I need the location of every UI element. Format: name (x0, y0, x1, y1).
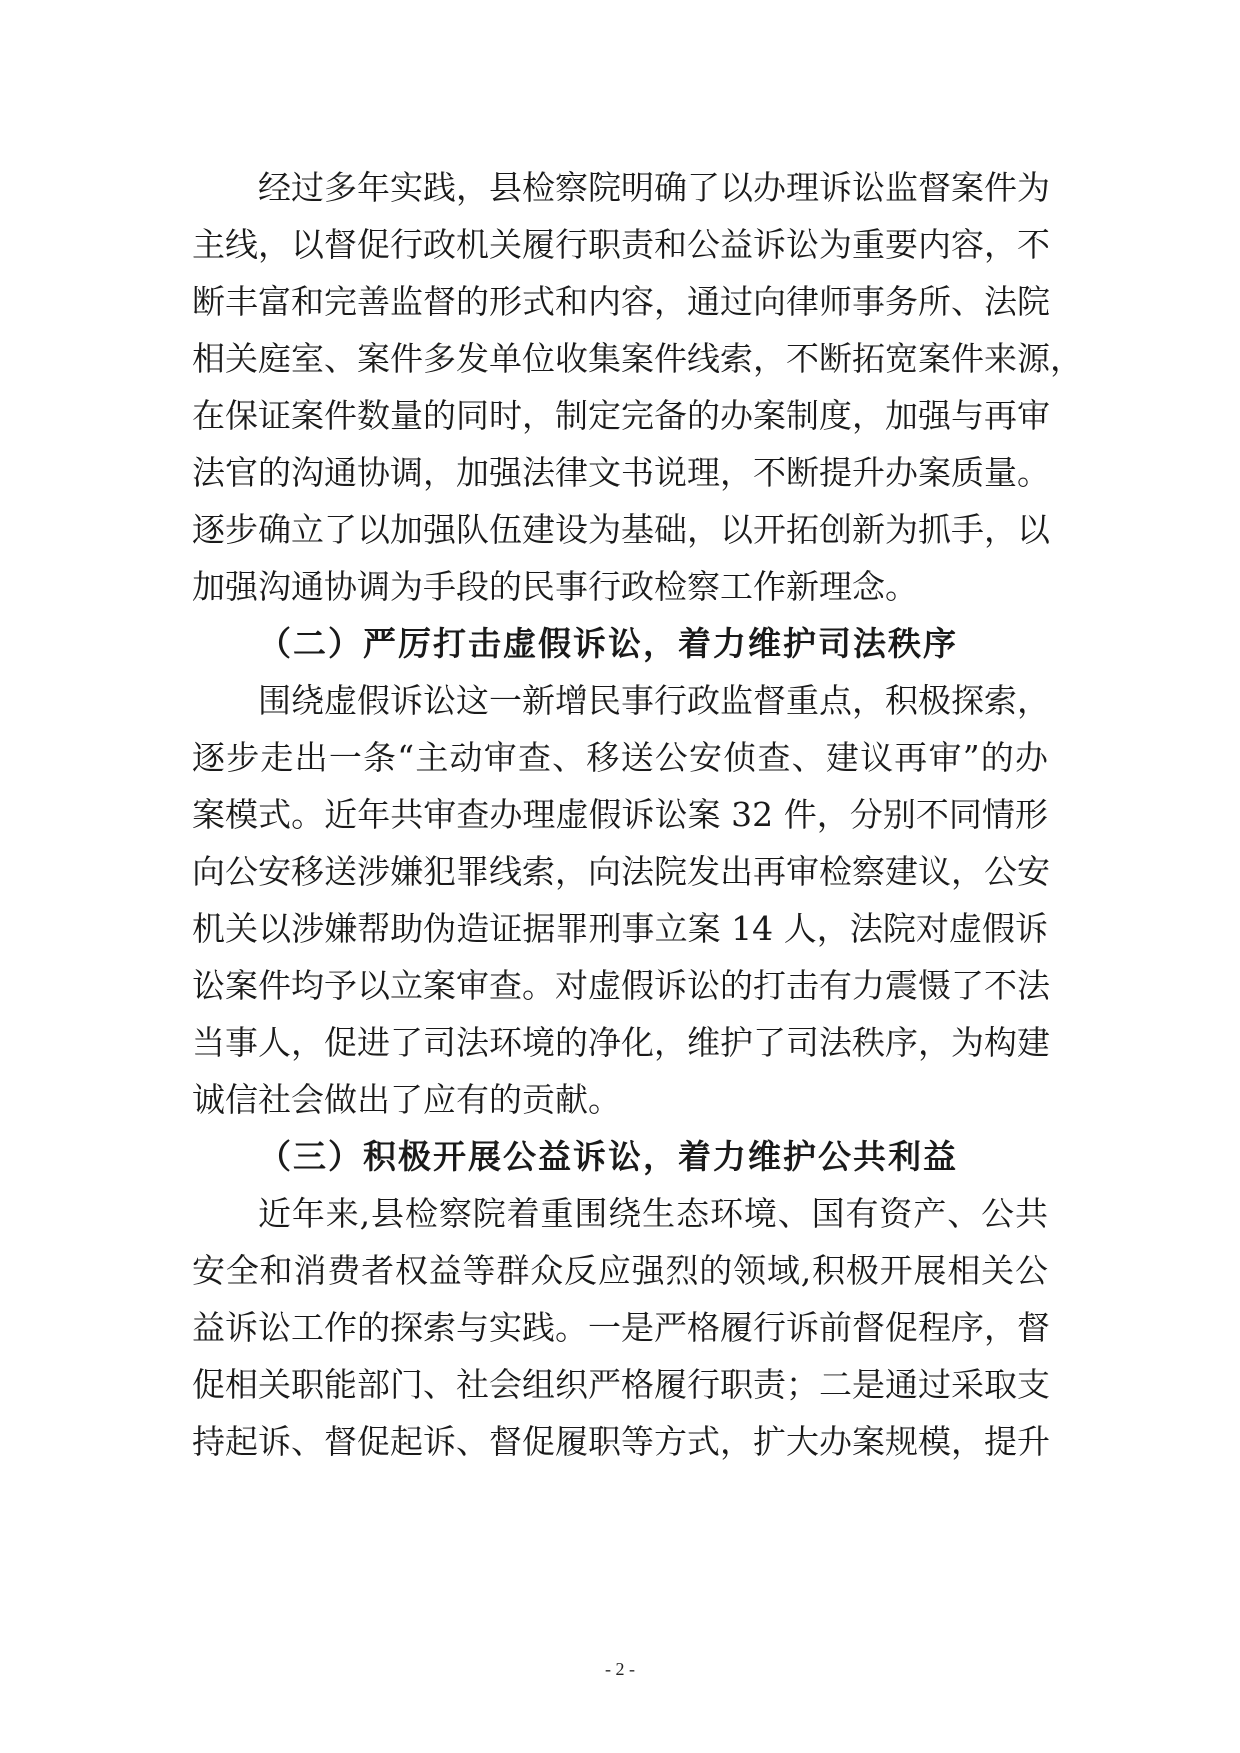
paragraph-line: 围绕虚假诉讼这一新增民事行政监督重点，积极探索， (258, 681, 1050, 720)
paragraph-line: 加强沟通协调为手段的民事行政检察工作新理念。 (192, 567, 918, 606)
paragraph-line: 持起诉、督促起诉、督促履职等方式，扩大办案规模，提升 (192, 1422, 1050, 1461)
section-heading: （三）积极开展公益诉讼，着力维护公共利益 (258, 1137, 958, 1176)
paragraph-line: 相关庭室、案件多发单位收集案件线索，不断拓宽案件来源， (192, 339, 1083, 378)
paragraph-line: 机关以涉嫌帮助伪造证据罪刑事立案 14 人，法院对虚假诉 (192, 909, 1048, 948)
paragraph-line: 促相关职能部门、社会组织严格履行职责；二是通过采取支 (192, 1365, 1050, 1404)
paragraph-line: 逐步确立了以加强队伍建设为基础，以开拓创新为抓手，以 (192, 510, 1050, 549)
paragraph-line: 在保证案件数量的同时，制定完备的办案制度，加强与再审 (192, 396, 1050, 435)
paragraph-line: 当事人，促进了司法环境的净化，维护了司法秩序，为构建 (192, 1023, 1050, 1062)
paragraph-line: 案模式。近年共审查办理虚假诉讼案 32 件，分别不同情形 (192, 795, 1048, 834)
paragraph-line: 诚信社会做出了应有的贡献。 (192, 1080, 621, 1119)
page-number: - 2 - (605, 1659, 635, 1679)
paragraph-line: 主线，以督促行政机关履行职责和公益诉讼为重要内容，不 (192, 225, 1050, 264)
section-heading: （二）严厉打击虚假诉讼，着力维护司法秩序 (258, 624, 958, 663)
paragraph-line: 逐步走出一条“主动审查、移送公安侦查、建议再审”的办 (192, 738, 1048, 777)
paragraph-line: 断丰富和完善监督的形式和内容，通过向律师事务所、法院 (192, 282, 1050, 321)
paragraph-line: 法官的沟通协调，加强法律文书说理，不断提升办案质量。 (192, 453, 1050, 492)
paragraph-line: 向公安移送涉嫌犯罪线索，向法院发出再审检察建议，公安 (192, 852, 1050, 891)
paragraph-line: 经过多年实践，县检察院明确了以办理诉讼监督案件为 (258, 168, 1050, 207)
paragraph-line: 安全和消费者权益等群众反应强烈的领域,积极开展相关公 (192, 1251, 1048, 1290)
paragraph-line: 讼案件均予以立案审查。对虚假诉讼的打击有力震慑了不法 (192, 966, 1050, 1005)
paragraph-line: 益诉讼工作的探索与实践。一是严格履行诉前督促程序，督 (192, 1308, 1050, 1347)
paragraph-line: 近年来,县检察院着重围绕生态环境、国有资产、公共 (258, 1194, 1048, 1233)
